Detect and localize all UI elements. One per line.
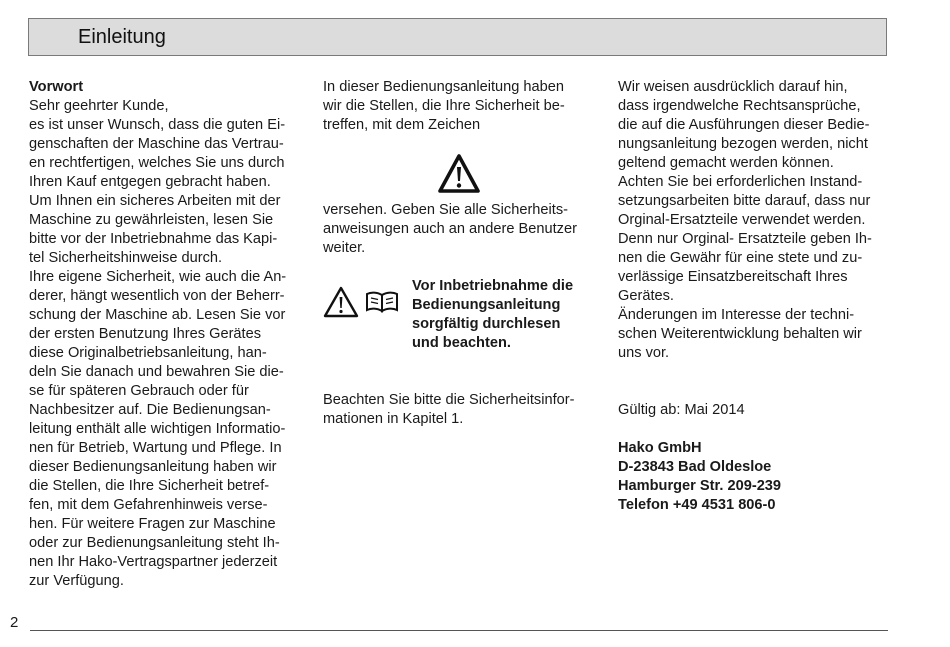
section-title: Einleitung [78, 26, 166, 48]
preface-line: fen, mit dem Gefahrenhinweis verse- [29, 497, 268, 513]
symbol-intro-line: In dieser Bedienungsanleitung haben [323, 79, 564, 95]
preface-line: diese Originalbetriebsanleitung, han- [29, 345, 267, 361]
manual-book-icon [365, 290, 399, 314]
valid-from: Gültig ab: Mai 2014 [618, 402, 745, 418]
company-name: Hako GmbH [618, 440, 702, 456]
symbol-after-line: versehen. Geben Sie alle Sicherheits- [323, 202, 568, 218]
preface-line: nen Ihr Hako-Vertragspartner jederzeit [29, 554, 278, 570]
note-line: Bedienungsanleitung [412, 297, 561, 313]
chapter-reference-line: mationen in Kapitel 1. [323, 411, 464, 427]
preface-line: leitung enthält alle wichtigen Informatio- [29, 421, 286, 437]
note-line: Vor Inbetriebnahme die [412, 278, 574, 294]
preface-line: es ist unser Wunsch, dass die guten Ei- [29, 117, 286, 133]
preface-line: derer, hängt wesentlich von der Beherr- [29, 288, 285, 304]
legal-line: Wir weisen ausdrücklich darauf hin, [618, 79, 848, 95]
note-text [412, 277, 573, 353]
preface-heading: Vorwort [29, 79, 84, 95]
symbol-intro-line: wir die Stellen, die Ihre Sicherheit be- [323, 98, 565, 114]
company-city: D-23843 Bad Oldesloe [618, 459, 772, 475]
chapter-reference-line: Beachten Sie bitte die Sicherheitsinfor- [323, 392, 575, 408]
preface-line: deln Sie danach und bewahren Sie die- [29, 364, 284, 380]
preface-line: Nachbesitzer auf. Die Bedienungsan- [29, 402, 271, 418]
read-manual-note [323, 277, 595, 353]
legal-line: nen die Gewähr für eine stete und zu- [618, 250, 863, 266]
preface-column [29, 78, 301, 591]
page-number: 2 [10, 614, 19, 631]
preface-line: zur Verfügung. [29, 573, 124, 589]
symbol-after-line: weiter. [323, 240, 366, 256]
preface-line: dieser Bedienungsanleitung haben wir [29, 459, 277, 475]
preface-line: hen. Für weitere Fragen zur Maschine [29, 516, 276, 532]
note-line: sorgfältig durchlesen [412, 316, 561, 332]
preface-line: die Stellen, die Ihre Sicherheit betref- [29, 478, 270, 494]
legal-line: nungsanleitung bezogen werden, nicht [618, 136, 868, 152]
footer-rule [30, 630, 888, 631]
legal-line: Denn nur Orginal- Ersatzteile geben Ih- [618, 231, 872, 247]
safety-symbol-column [323, 78, 595, 429]
legal-line: Änderungen im Interesse der techni- [618, 307, 855, 323]
note-icons [323, 286, 412, 318]
legal-line: uns vor. [618, 345, 670, 361]
note-line: und beachten. [412, 335, 511, 351]
preface-line: Sehr geehrter Kunde, [29, 98, 169, 114]
preface-line: Maschine zu gewährleisten, lesen Sie [29, 212, 274, 228]
preface-line: der ersten Benutzung Ihres Gerätes [29, 326, 262, 342]
company-phone: Telefon +49 4531 806-0 [618, 497, 776, 513]
preface-line: nen für Betrieb, Wartung und Pflege. In [29, 440, 282, 456]
legal-line: Achten Sie bei erforderlichen Instand- [618, 174, 863, 190]
preface-line: oder zur Bedienungsanleitung steht Ih- [29, 535, 280, 551]
symbol-after-line: anweisungen auch an andere Benutzer [323, 221, 577, 237]
preface-line: genschaften der Maschine das Vertrau- [29, 136, 284, 152]
company-street: Hamburger Str. 209-239 [618, 478, 782, 494]
legal-line: verlässige Einsatzbereitschaft Ihres [618, 269, 848, 285]
preface-line: Um Ihnen ein sicheres Arbeiten mit der [29, 193, 281, 209]
legal-line: dass irgendwelche Rechtsansprüche, [618, 98, 861, 114]
preface-line: schung der Maschine ab. Lesen Sie vor [29, 307, 286, 323]
section-header-bar [28, 18, 887, 56]
preface-line: se für späteren Gebrauch oder für [29, 383, 249, 399]
legal-line: setzungsarbeiten bitte darauf, dass nur [618, 193, 871, 209]
preface-line: bitte vor der Inbetriebnahme das Kapi- [29, 231, 278, 247]
legal-line: geltend gemacht werden können. [618, 155, 834, 171]
legal-line: schen Weiterentwicklung behalten wir [618, 326, 862, 342]
legal-line: Gerätes. [618, 288, 674, 304]
symbol-intro-line: treffen, mit dem Zeichen [323, 117, 481, 133]
company-address [618, 439, 893, 515]
warning-triangle-icon [437, 153, 481, 195]
legal-column [618, 78, 893, 515]
preface-line: Ihren Kauf entgegen gebracht haben. [29, 174, 271, 190]
warning-triangle-icon [323, 286, 359, 318]
preface-line: Ihre eigene Sicherheit, wie auch die An- [29, 269, 287, 285]
legal-line: die auf die Ausführungen dieser Bedie- [618, 117, 870, 133]
preface-line: tel Sicherheitshinweise durch. [29, 250, 223, 266]
preface-line: en rechtfertigen, welches Sie uns durch [29, 155, 285, 171]
legal-line: Orginal-Ersatzteile verwendet werden. [618, 212, 866, 228]
